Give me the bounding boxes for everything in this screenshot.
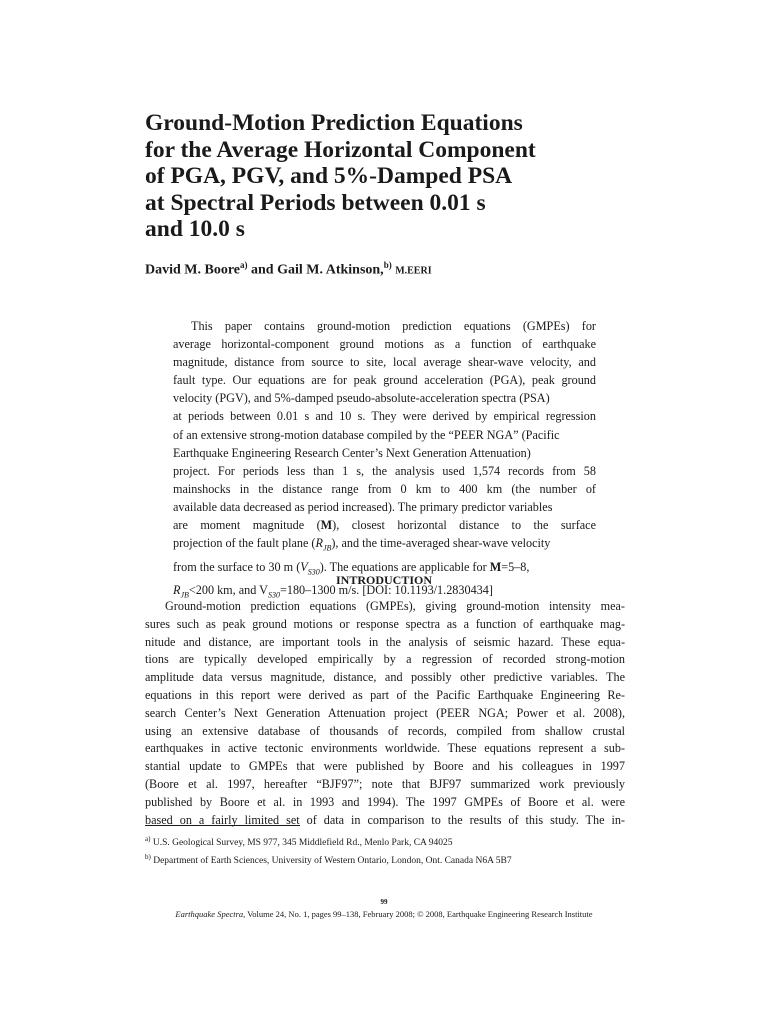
vs30-subscript: S30 [307,567,320,577]
abstract-line: velocity (PGV), and 5%-damped pseudo-absolute-acceleration spectra (PSA) [173,391,550,406]
magnitude-symbol: M [489,559,502,574]
abstract-fragment: projection of the fault plane ( [173,536,316,551]
abstract-line: mainshocks in the distance range from 0 km to 400 km (the number of [173,481,596,496]
abstract-fragment: <200 km, and V [188,583,268,598]
abstract-line: available data decreased as period increased). The primary predictor variables [173,499,553,514]
body-line: published by Boore et al. in 1993 and 1994). The 1997 GMPEs of Boore et al. were [145,794,625,809]
abstract-line: project. For periods less than 1 s, the analysis used 1,574 records from 58 [173,463,596,478]
rjb-subscript: JB [322,543,332,553]
rjb-symbol: R [173,583,181,598]
body-line: equations in this report were derived as part of the Pacific Earthquake Engineering Re- [145,687,625,702]
author-affiliation: M.EERI [395,265,432,277]
title-line: Ground-Motion Prediction Equations [145,110,523,136]
footnote [145,832,512,850]
introduction-paragraph [145,598,625,829]
abstract-line: magnitude, distance from source to site, local average shear-wave velocity, and [173,355,596,370]
body-line: tions are typically developed empirically by a regression of recorded strong-motion [145,652,625,667]
title-line: of PGA, PGV, and 5%-Damped PSA [145,163,513,189]
footnote-mark: a) [145,835,151,843]
footnote-mark: b) [145,853,151,862]
body-line: nitude and distance, are important tools in the analysis of seismic hazard. These equa- [145,634,625,649]
author-line [145,260,432,279]
paper-title [145,110,615,243]
abstract-line: of an extensive strong-motion database compiled by the “PEER NGA” (Pacific [173,427,560,442]
journal-name: Earthquake Spectra, [175,909,246,919]
author-name: David M. Boore [145,262,241,278]
page-number: 99 [380,898,388,906]
body-line: earthquakes in active tectonic environments worldwide. These equations represent a sub- [145,741,625,756]
abstract-line: Earthquake Engineering Research Center’s Next Generation Attenuation) [173,445,531,460]
title-line: for the Average Horizontal Component [145,136,536,163]
footnote-mark: a) [240,260,248,270]
body-line: Ground-motion prediction equations (GMPEs), giving ground-motion intensity mea- [165,599,625,613]
author-joiner: and [247,262,278,278]
abstract-fragment: =5–8, [501,559,530,574]
abstract-fragment: ), and the time-averaged shear-wave velocity [331,536,551,551]
title-line: and 10.0 s [145,216,245,242]
abstract-fragment: ), closest horizontal distance to the surface [332,518,596,533]
footnote [145,850,512,868]
footnotes [145,832,512,868]
body-line: based on a fairly limited set of data in comparison to the results of this study. The in- [145,812,625,827]
abstract-line [173,516,596,534]
vs30-subscript: S30 [267,590,280,600]
body-line: stantial update to GMPEs that were published by Boore and his colleagues in 1997 [145,759,625,774]
author-name: Gail M. Atkinson, [277,262,384,278]
abstract-line: This paper contains ground-motion prediction equations (GMPEs) for [191,319,596,333]
section-heading-introduction: INTRODUCTION [335,573,432,587]
footnote-text: U.S. Geological Survey, MS 977, 345 Middlefield Rd., Menlo Park, CA 94025 [150,838,453,849]
footnote-text: Department of Earth Sciences, University of Western Ontario, London, Ont. Canada N6A 5B7 [150,856,512,867]
abstract-line [173,534,596,558]
body-line: sures such as peak ground motions or response spectra as a function of earthquake mag- [145,616,625,631]
vs30-symbol: V [300,559,308,574]
abstract-fragment: from the surface to 30 m ( [173,559,301,574]
abstract-line: at periods between 0.01 s and 10 s. They were derived by empirical regression [173,409,596,424]
abstract-line: average horizontal-component ground motions as a function of earthquake [173,337,596,352]
footnote-divider [145,825,300,826]
journal-citation [0,909,768,919]
journal-details: Volume 24, No. 1, pages 99–138, February 2008; © 2008, Earthquake Engineering Research Institute [245,909,593,919]
magnitude-symbol: M [320,518,333,533]
body-line: search Center’s Next Generation Attenuation project (PEER NGA; Power et al. 2008), [145,705,625,720]
body-line: (Boore et al. 1997, hereafter “BJF97”; note that BJF97 summarized work previously [145,776,625,791]
body-line: amplitude data versus magnitude, distance, and possibly other predictive variables. The [145,670,625,685]
rjb-symbol: R [315,536,323,551]
abstract-fragment: are moment magnitude ( [173,518,321,533]
title-line: at Spectral Periods between 0.01 s [145,189,486,216]
abstract-fragment: ). The equations are applicable for [319,559,490,574]
rjb-subscript: JB [180,590,189,600]
footnote-mark: b) [383,260,392,270]
body-line: using an extensive database of thousands of records, compiled from shallow crustal [145,723,625,738]
abstract-fragment: =180–1300 m/s. [DOI: 10.1193/1.2830434] [279,583,493,598]
abstract-line: fault type. Our equations are for peak ground acceleration (PGA), peak ground [173,373,596,388]
abstract [173,317,596,605]
